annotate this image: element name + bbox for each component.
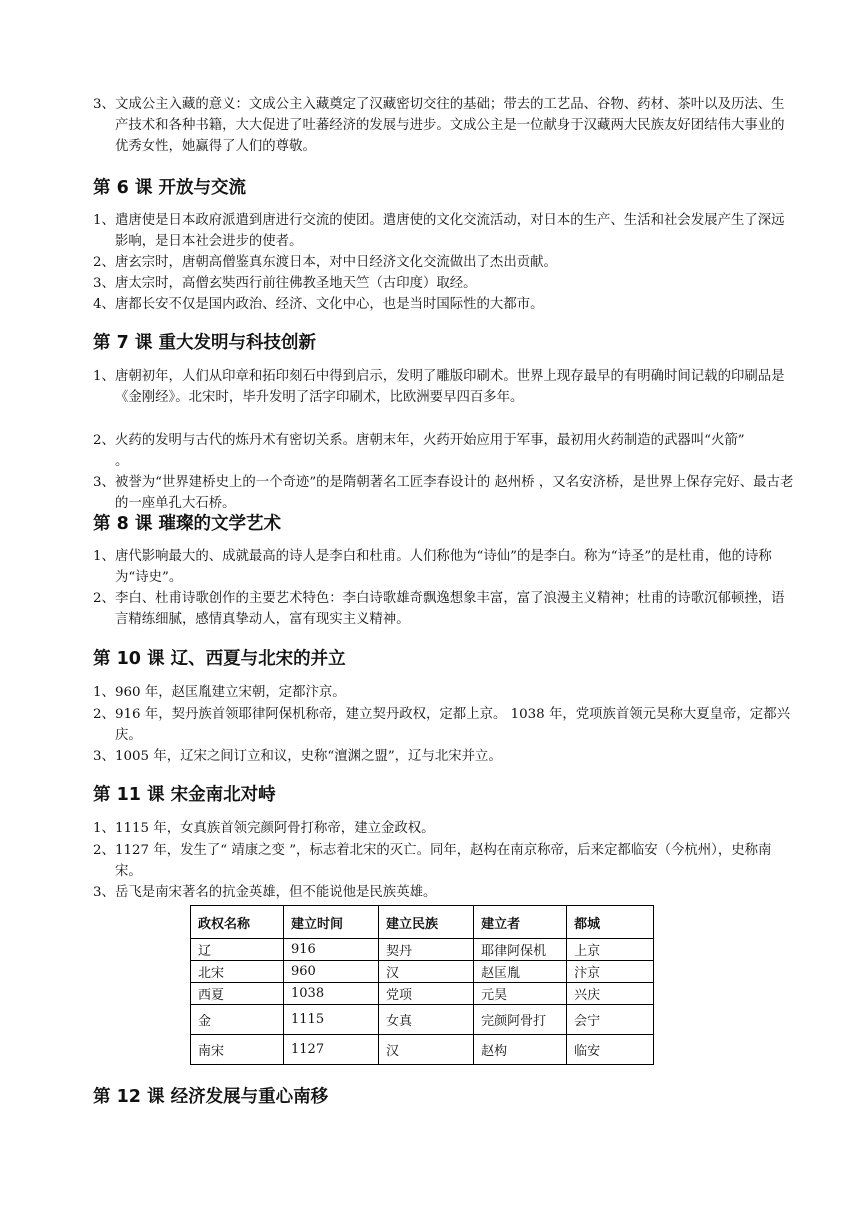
table-cell: 1038 [284,983,379,1005]
table-row [191,939,654,961]
list-item: 1、遣唐使是日本政府派遣到唐进行交流的使团。遣唐使的文化交流活动，对日本的生产、生活和社会发展产生了深远影响，是日本社会进步的使者。 [93,213,785,249]
table-header-cell: 政权名称 [191,906,284,939]
table-cell: 960 [284,961,379,983]
list-item: 4、唐都长安不仅是国内政治、经济、文化中心，也是当时国际性的大都市。 [93,297,544,312]
heading-lesson-12: 第 12 课 经济发展与重心南移 [93,1087,329,1107]
table-cell: 916 [284,939,379,961]
table-cell: 辽 [191,939,284,961]
list-item: 2、火药的发明与古代的炼丹术有密切关系。唐朝末年，火药开始应用于军事，最初用火药制造的武器叫“火箭” 。 [93,433,826,469]
table-header-cell: 建立时间 [284,906,379,939]
list-item: 3、被誉为“世界建桥史上的一个奇迹”的是隋朝著名工匠李春设计的 赵州桥 ，又名安济桥，是世界上保存完好、最古老的一座单孔大石桥。 [93,475,794,511]
table-cell: 元昊 [474,983,567,1005]
table-cell: 汴京 [567,961,654,983]
table-cell: 汉 [379,961,474,983]
heading-lesson-7: 第 7 课 重大发明与科技创新 [93,333,316,353]
table-header-cell: 建立者 [474,906,567,939]
heading-lesson-8: 第 8 课 璀璨的文学艺术 [93,514,281,534]
list-item: 1、960 年，赵匡胤建立宋朝，定都汴京。 [93,685,346,700]
paragraph-wencheng-significance: 3、文成公主入藏的意义：文成公主入藏奠定了汉藏密切交往的基础；带去的工艺品、谷物、药材、茶叶以及历法、生产技术和各种书籍，大大促进了吐蕃经济的发展与进步。文成公主是一位献身于汉藏两大民族友好团结伟大事业的优秀女性，她赢得了人们的尊敬。 [93,97,785,154]
table-cell: 1115 [284,1005,379,1035]
table-cell: 耶律阿保机 [474,939,567,961]
table-row [191,961,654,983]
list-item: 3、岳飞是南宋著名的抗金英雄，但不能说他是民族英雄。 [93,885,437,900]
list-item: 2、1127 年，发生了“ 靖康之变 ”，标志着北宋的灭亡。同年，赵构在南京称帝，后来定都临安（今杭州），史称南宋。 [93,843,772,879]
list-item: 2、916 年，契丹族首领耶律阿保机称帝，建立契丹政权，定都上京。 1038 年，党项族首领元昊称大夏皇帝，定都兴庆。 [93,707,790,743]
table-cell: 赵构 [474,1035,567,1065]
table-cell: 党项 [379,983,474,1005]
table-cell: 汉 [379,1035,474,1065]
list-item: 1、唐代影响最大的、成就最高的诗人是李白和杜甫。人们称他为“诗仙”的是李白。称为“诗圣”的是杜甫，他的诗称为“诗史”。 [93,549,772,585]
table-row [191,1005,654,1035]
table-cell: 契丹 [379,939,474,961]
list-item: 3、1005 年，辽宋之间订立和议，史称“澶渊之盟”，辽与北宋并立。 [93,749,502,764]
table-header-row [191,906,654,939]
table-cell: 临安 [567,1035,654,1065]
table-cell: 南宋 [191,1035,284,1065]
table-cell: 女真 [379,1005,474,1035]
heading-lesson-10: 第 10 课 辽、西夏与北宋的并立 [93,649,346,669]
table-cell: 赵匡胤 [474,961,567,983]
list-item: 2、李白、杜甫诗歌创作的主要艺术特色：李白诗歌雄奇飘逸想象丰富，富了浪漫主义精神；杜甫的诗歌沉郁顿挫，语言精练细腻，感情真挚动人，富有现实主义精神。 [93,591,785,627]
heading-lesson-11: 第 11 课 宋金南北对峙 [93,785,276,805]
heading-lesson-6: 第 6 课 开放与交流 [93,178,246,198]
table-header-cell: 都城 [567,906,654,939]
table-cell: 会宁 [567,1005,654,1035]
table-header-cell: 建立民族 [379,906,474,939]
table-row [191,1035,654,1065]
table-cell: 上京 [567,939,654,961]
list-item: 1、1115 年，女真族首领完颜阿骨打称帝，建立金政权。 [93,821,435,836]
list-item: 2、唐玄宗时，唐朝高僧鉴真东渡日本，对中日经济文化交流做出了杰出贡献。 [93,255,557,270]
table-cell: 西夏 [191,983,284,1005]
table-row [191,983,654,1005]
table-cell: 北宋 [191,961,284,983]
table-cell: 金 [191,1005,284,1035]
table-cell: 完颜阿骨打 [474,1005,567,1035]
list-item: 3、唐太宗时，高僧玄奘西行前往佛教圣地天竺（古印度）取经。 [93,276,477,291]
regimes-table [190,905,654,1065]
table-cell: 兴庆 [567,983,654,1005]
table-cell: 1127 [284,1035,379,1065]
list-item: 1、唐朝初年，人们从印章和拓印刻石中得到启示，发明了雕版印刷术。世界上现存最早的有明确时间记载的印刷品是《金刚经》。北宋时，毕升发明了活字印刷术，比欧洲要早四百多年。 [93,369,785,405]
